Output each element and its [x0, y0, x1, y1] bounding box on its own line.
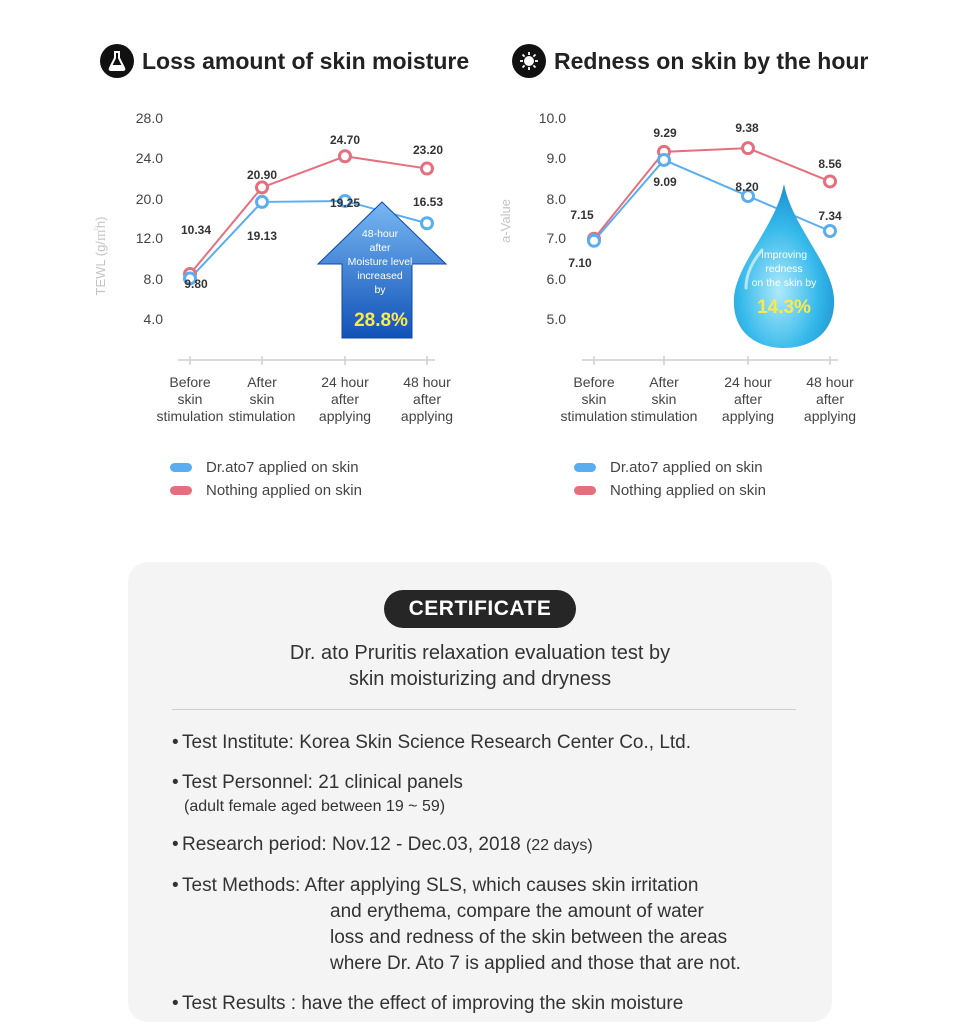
detail-label: Test Methods:	[182, 875, 301, 896]
detail-text: and erythema, compare the amount of water	[330, 901, 704, 922]
legend-label: Nothing applied on skin	[610, 482, 766, 499]
detail-period: • Research period: Nov.12 - Dec.03, 2018 (22 days)	[172, 834, 593, 855]
x-category-label: skin	[249, 391, 275, 407]
data-point-nothing	[257, 182, 268, 193]
legend	[574, 456, 766, 502]
callout-text: Moisture level	[347, 256, 413, 268]
y-tick-label: 24.0	[135, 150, 163, 166]
legend-swatch-red	[170, 486, 192, 495]
detail-note: (22 days)	[525, 837, 593, 854]
data-point-nothing	[422, 163, 433, 174]
legend-label: Nothing applied on skin	[206, 482, 362, 499]
data-label-drato: 19.13	[246, 229, 278, 243]
y-tick-label: 7.0	[546, 230, 566, 246]
certificate-details	[172, 730, 812, 1031]
redness-chart	[480, 36, 940, 516]
callout-text: on the skin by	[751, 277, 817, 289]
redness-plot	[480, 36, 940, 446]
data-point-drato	[825, 225, 836, 236]
y-tick-label: 10.0	[538, 110, 566, 126]
data-label-nothing: 7.15	[570, 208, 594, 222]
detail-personnel: • Test Personnel: 21 clinical panels (adult female aged between 19 ~ 59)	[172, 770, 812, 818]
y-tick-label: 4.0	[143, 311, 163, 327]
detail-text: loss and redness of the skin between the areas	[330, 927, 728, 948]
legend-item-drato	[170, 456, 362, 479]
detail-institute: • Test Institute: Korea Skin Science Research Center Co., Ltd.	[172, 732, 692, 753]
legend-label: Dr.ato7 applied on skin	[610, 459, 763, 476]
x-category-label: 24 hour	[321, 374, 369, 390]
data-label-nothing: 9.29	[653, 126, 677, 140]
data-point-drato	[589, 235, 600, 246]
certificate-panel	[128, 562, 832, 1022]
divider	[172, 709, 796, 710]
moisture-chart	[0, 36, 470, 516]
data-label-nothing: 10.34	[180, 223, 212, 237]
y-tick-label: 9.0	[546, 150, 566, 166]
detail-note: (adult female aged between 19 ~ 59)	[184, 798, 446, 815]
x-category-label: stimulation	[630, 408, 698, 424]
detail-results: • Test Results : have the effect of improving the skin moisture	[172, 993, 684, 1014]
legend-item-nothing	[574, 479, 766, 502]
x-category-label: stimulation	[228, 408, 296, 424]
data-label-drato: 9.80	[184, 277, 208, 291]
x-category-label: 48 hour	[403, 374, 451, 390]
legend-item-nothing	[170, 479, 362, 502]
detail-text: Test Institute: Korea Skin Science Research Center Co., Ltd.	[182, 732, 692, 753]
callout-text: increased	[357, 270, 403, 282]
x-category-label: skin	[651, 391, 677, 407]
data-label-drato: 8.20	[735, 180, 759, 194]
x-category-label: applying	[803, 408, 857, 424]
y-tick-label: 20.0	[135, 191, 163, 207]
x-category-label: skin	[177, 391, 203, 407]
legend-swatch-red	[574, 486, 596, 495]
data-label-drato: 9.09	[653, 175, 677, 189]
certificate-title	[128, 640, 832, 692]
data-label-nothing: 9.38	[735, 121, 759, 135]
data-label-drato: 19.25	[329, 196, 361, 210]
detail-text: After applying SLS, which causes skin irritation	[304, 875, 699, 896]
y-tick-label: 5.0	[546, 311, 566, 327]
legend-label: Dr.ato7 applied on skin	[206, 459, 359, 476]
chart-title-text: Loss amount of skin moisture	[142, 47, 470, 74]
data-label-drato: 16.53	[412, 195, 444, 209]
x-category-label: after	[733, 391, 763, 407]
certificate-badge: CERTIFICATE	[384, 590, 576, 628]
callout-text: 48-hour	[361, 228, 399, 240]
x-category-label: after	[815, 391, 845, 407]
x-category-label: applying	[318, 408, 372, 424]
x-category-label: after	[330, 391, 360, 407]
callout-value: 28.8%	[354, 310, 408, 331]
data-label-drato: 7.34	[818, 209, 842, 223]
x-category-label: skin	[581, 391, 607, 407]
data-label-nothing: 8.56	[818, 157, 842, 171]
data-label-nothing: 23.20	[412, 143, 444, 157]
x-category-label: Before	[169, 374, 211, 390]
x-category-label: after	[412, 391, 442, 407]
data-point-drato	[659, 154, 670, 165]
y-axis-label: a-Value	[498, 199, 513, 243]
callout-text: by	[374, 284, 386, 296]
x-category-label: stimulation	[560, 408, 628, 424]
callout-text: after	[369, 242, 391, 254]
data-point-nothing	[340, 151, 351, 162]
detail-text: Test Results : have the effect of improving the skin moisture	[182, 993, 684, 1014]
x-category-label: Before	[573, 374, 615, 390]
x-category-label: 24 hour	[724, 374, 772, 390]
data-label-nothing: 24.70	[329, 133, 361, 147]
y-tick-label: 8.0	[143, 271, 163, 287]
callout-text: redness	[765, 263, 803, 275]
callout-text: Improving	[760, 249, 808, 261]
chart-title-text: Redness on skin by the hour	[554, 47, 869, 74]
callout-value: 14.3%	[757, 297, 811, 318]
legend-swatch-blue	[170, 463, 192, 472]
detail-text: Research period: Nov.12 - Dec.03, 2018	[182, 834, 521, 855]
x-category-label: applying	[721, 408, 775, 424]
data-point-nothing	[825, 176, 836, 187]
detail-methods: • Test Methods: After applying SLS, which causes skin irritation and erythema, compare the amount of water loss and redness of the skin between the areas where Dr. Ato 7 is applied and those that are not.	[172, 873, 812, 977]
x-category-label: stimulation	[156, 408, 224, 424]
legend-item-drato	[574, 456, 766, 479]
x-category-label: After	[247, 374, 277, 390]
data-point-drato	[257, 196, 268, 207]
detail-text: Test Personnel: 21 clinical panels	[182, 772, 463, 793]
legend	[170, 456, 362, 502]
data-point-drato	[422, 218, 433, 229]
certificate-title-line: skin moisturizing and dryness	[348, 668, 612, 690]
detail-text: where Dr. Ato 7 is applied and those that are not.	[330, 953, 741, 974]
y-tick-label: 28.0	[135, 110, 163, 126]
certificate-title-line: Dr. ato Pruritis relaxation evaluation test by	[289, 642, 671, 664]
y-tick-label: 6.0	[546, 271, 566, 287]
data-point-nothing	[743, 143, 754, 154]
moisture-plot	[0, 36, 460, 446]
legend-swatch-blue	[574, 463, 596, 472]
data-label-drato: 7.10	[568, 256, 592, 270]
x-category-label: 48 hour	[806, 374, 854, 390]
x-category-label: applying	[400, 408, 454, 424]
y-tick-label: 8.0	[546, 191, 566, 207]
y-axis-label: TEWL (g/㎡h)	[93, 216, 108, 296]
data-label-nothing: 20.90	[246, 168, 278, 182]
y-tick-label: 12.0	[135, 230, 163, 246]
x-category-label: After	[649, 374, 679, 390]
